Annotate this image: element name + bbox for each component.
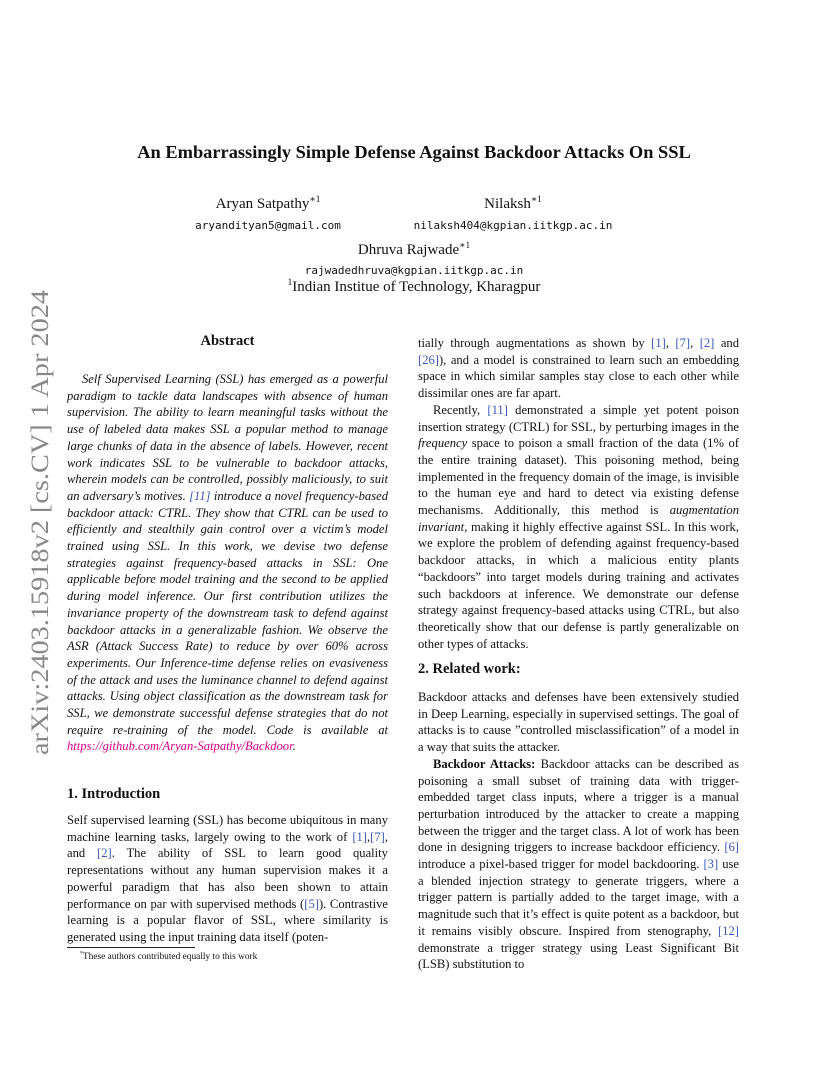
paragraph — [418, 756, 739, 973]
citation-link[interactable]: [11] — [487, 402, 508, 417]
citation-link[interactable]: [5] — [304, 896, 319, 911]
abstract-body — [67, 371, 388, 755]
footnote-rule — [67, 947, 195, 948]
citation-link[interactable]: [2] — [699, 336, 715, 350]
body-text: demonstrated a simple yet potent poison insertion strategy (CTRL) for SSL, by perturbing images in the — [418, 402, 739, 434]
affiliation — [0, 279, 828, 296]
paragraph: Backdoor attacks and defenses have been extensively studied in Deep Learning, especially in supervised settings. The goal of attacks is to cause ”controlled misclassification” of a model in a way that suits the attacker. — [418, 690, 739, 755]
author-email: rajwadedhruva@kgpian.iitkgp.ac.in — [304, 264, 524, 277]
footnote — [80, 952, 257, 962]
body-text: , making it highly effective against SSL. In this work, we explore the problem of defending against frequency-based backdoor attacks, in which a malicious entity plants “backdoors” into target models during training and activates such backdoors at inference. We demonstrate our defense strategy against frequency-based attacks using CTRL, but also theoretically show that our defense is partly generalizable on other types of attacks. — [418, 519, 739, 651]
emphasis-text: frequency — [418, 436, 468, 451]
author-name-text: Dhruva Rajwade — [357, 242, 460, 258]
section-heading: 1. Introduction — [67, 786, 161, 802]
body-text: and — [714, 336, 739, 350]
right-column — [418, 335, 739, 652]
footnote-text: These authors contributed equally to this work — [82, 952, 258, 962]
code-link[interactable]: https://github.com/Aryan-Satpathy/Backdoor — [67, 739, 293, 754]
author-name — [168, 196, 368, 213]
footnote-mark: * — [80, 950, 83, 957]
citation-link[interactable]: [2] — [97, 846, 112, 861]
body-text: use a blended injection strategy to generate triggers, where a trigger pattern is partially added to the target image, with a magnitude such that it’s effect is quite potent as a backdoor, but it remains visibly obscure. Inspired from stenography, — [418, 857, 739, 938]
citation-link[interactable]: [26] — [418, 352, 439, 367]
body-text: ). Contrastive learning is a popular flavor of SSL, where similarity is generated using the input training data itself (poten- — [67, 896, 388, 944]
author-mark: ∗1 — [309, 195, 321, 205]
body-text: ), and a model is constrained to learn such an embedding space in which similar samples stay close to each other while dissimilar ones are far apart. — [418, 352, 739, 401]
citation-link[interactable]: [7] — [370, 829, 385, 844]
run-in-heading: Backdoor Attacks: — [433, 756, 536, 771]
body-text: demonstrate a trigger strategy using Least Significant Bit (LSB) substitution to — [418, 940, 739, 972]
arxiv-id: arXiv:2403.15918v2 [cs.CV] 1 Apr 2024 — [27, 343, 54, 755]
body-text: Backdoor attacks can be described as poisoning a small subset of training data with trigger-embedded target class inputs, where a trigger is a manual perturbation introduced by the attacker to create a mapping between the trigger and the target class. A lot of work has been done in designing triggers to increase backdoor efficiency. — [418, 756, 739, 855]
author-name-text: Nilaksh — [484, 196, 531, 212]
related-column — [418, 689, 739, 973]
body-text: , and — [67, 829, 388, 861]
citation-link[interactable]: [1] — [651, 336, 666, 350]
affiliation-mark: 1 — [287, 278, 293, 288]
abstract-text: . — [292, 739, 296, 754]
affiliation-text: Indian Institue of Technology, Kharagpur — [292, 279, 541, 295]
body-text: tially through augmentations as shown by — [418, 336, 652, 350]
body-text: space to poison a small fraction of the data (1% of the entire training dataset). This poisoning method, being implemented in the frequency domain of the image, is invisible to the human eye and hard to detect via existing defense mechanisms. Additionally, this method is — [418, 436, 739, 518]
abstract-text: Self Supervised Learning (SSL) has emerged as a powerful paradigm to tackle data landscapes with absence of human supervision. The ability to learn meaningful tasks without the use of labeled data makes SSL a popular method to manage large chunks of data in the absence of labels. However, recent work indicates SSL to be vulnerable to backdoor attacks, wherein models can be controlled, possibly maliciously, to suit an adversary’s motives. — [67, 372, 388, 503]
citation-link[interactable]: [7] — [675, 336, 691, 350]
citation-link[interactable]: [3] — [703, 857, 719, 872]
paragraph — [418, 335, 739, 402]
paragraph — [418, 402, 739, 653]
body-text: , — [665, 336, 676, 350]
body-text: , — [690, 336, 700, 350]
citation-link[interactable]: [1] — [352, 829, 367, 844]
section-heading: 2. Related work: — [418, 661, 521, 677]
abstract-text: introduce a novel frequency-based backdoor attack: CTRL. They show that CTRL can be used to efficiently and stealthily gain control over a victim’s model trained using SSL. In this work, we devise two defense strategies against frequency-based attacks in SSL: One applicable before model training and the second to be applied during model inference. Our first contribution utilizes the invariance property of the downstream task to defend against backdoor attacks in a generalizable fashion. We observe the ASR (Attack Success Rate) to reduce by over 60% across experiments. Our Inference-time defense relies on evasiveness of the attack and uses the luminance channel to defend against attacks. Using object classification as the downstream task for SSL, we demonstrate successful defense strategies that do not require re-training of the model. Code is available at — [67, 488, 388, 737]
author-email: aryandityan5@gmail.com — [195, 219, 341, 232]
citation-link[interactable]: [12] — [718, 923, 739, 938]
author-name — [264, 242, 564, 259]
author-mark: ∗1 — [530, 195, 542, 205]
body-text: Self supervised learning (SSL) has become ubiquitous in many machine learning tasks, largely owing to the work of — [67, 813, 388, 844]
body-text: introduce a pixel-based trigger for model backdooring. — [418, 857, 704, 872]
abstract-heading: Abstract — [200, 333, 255, 349]
paper-title: An Embarrassingly Simple Defense Against Backdoor Attacks On SSL — [137, 142, 691, 162]
emphasis-text: augmentation invariant — [418, 503, 739, 534]
author-name — [398, 196, 628, 213]
author-mark: ∗1 — [459, 241, 471, 251]
body-text: Recently, — [433, 402, 488, 417]
citation-link[interactable]: [6] — [724, 840, 739, 855]
author-name-text: Aryan Satpathy — [215, 196, 310, 212]
body-text: . The ability of SSL to learn good quality representations without any human supervision makes it a powerful paradigm that has also been shown to attain performance on par with supervised methods ( — [67, 846, 388, 911]
body-text: , — [367, 829, 371, 844]
citation-link[interactable]: [11] — [189, 488, 211, 503]
arxiv-stamp — [20, 290, 57, 755]
intro-paragraph — [67, 812, 388, 946]
author-email: nilaksh404@kgpian.iitkgp.ac.in — [413, 219, 613, 232]
